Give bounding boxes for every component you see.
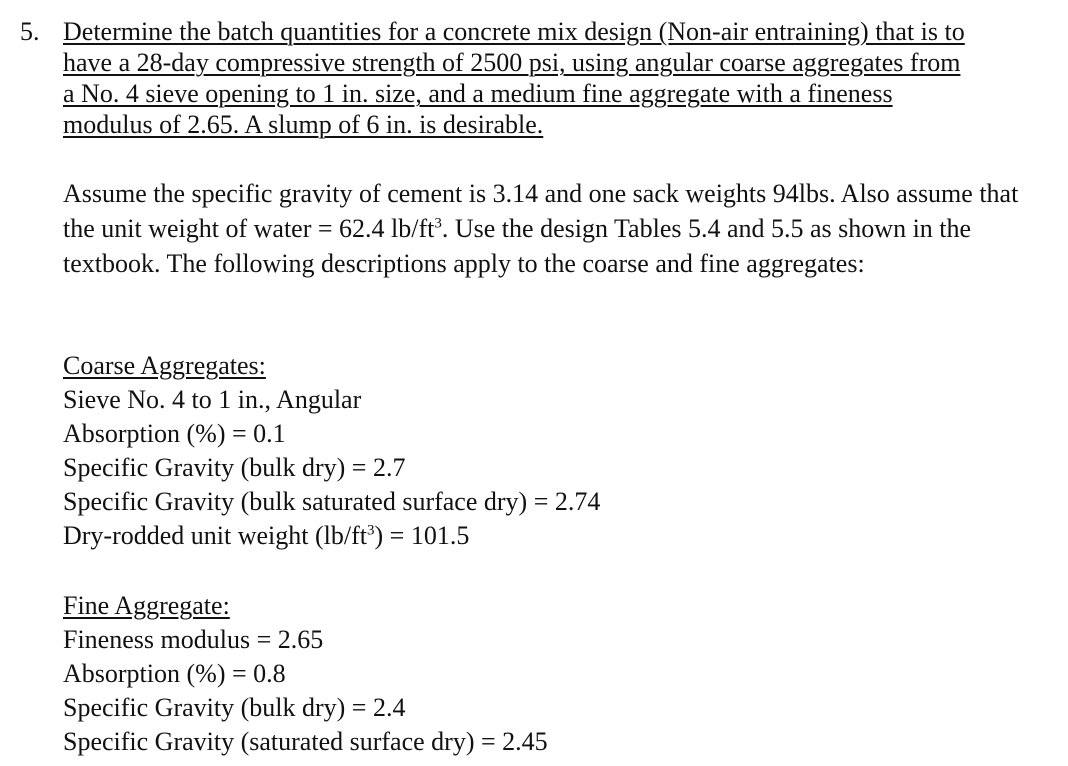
assumptions-text-1: Assume the specific gravity of cement is 3.14 and one sack weights 94lbs. Also assume that the unit weight of water = 62.4 lb/ft: [63, 179, 1019, 243]
coarse-aggregates-heading: Coarse Aggregates:: [63, 351, 266, 380]
coarse-sieve: Sieve No. 4 to 1 in., Angular: [63, 385, 362, 414]
assumptions-paragraph: [63, 176, 1023, 281]
problem-line: modulus of 2.65. A slump of 6 in. is desirable.: [63, 110, 544, 139]
problem-statement: [63, 16, 965, 140]
fine-absorption: Absorption (%) = 0.8: [63, 659, 286, 688]
fine-sg-bulk-dry: Specific Gravity (bulk dry) = 2.4: [63, 693, 406, 722]
coarse-sg-bulk-dry: Specific Gravity (bulk dry) = 2.7: [63, 453, 406, 482]
coarse-sg-bulk-ssd: Specific Gravity (bulk saturated surface dry) = 2.74: [63, 487, 601, 516]
coarse-absorption: Absorption (%) = 0.1: [63, 419, 286, 448]
problem-line: have a 28-day compressive strength of 2500 psi, using angular coarse aggregates from: [63, 48, 961, 77]
coarse-dry-rodded-unit-weight: Dry-rodded unit weight $(lb/ft^3) = 101.5$: [63, 521, 470, 550]
fine-aggregate-section: [63, 589, 548, 759]
coarse-aggregates-section: [63, 349, 600, 553]
fine-sg-ssd: Specific Gravity (saturated surface dry) = 2.45: [63, 727, 548, 756]
problem-line: a No. 4 sieve opening to 1 in. size, and a medium fine aggregate with a fineness: [63, 79, 893, 108]
fine-aggregate-heading: Fine Aggregate:: [63, 591, 230, 620]
fine-fineness-modulus: Fineness modulus = 2.65: [63, 625, 324, 654]
assumptions-text-2: . Use the design Tables 5.4 and 5.5 as shown in the textbook. The following descriptions apply to the coarse and fine aggregates:: [63, 214, 972, 278]
question-number: 5.: [20, 17, 40, 46]
problem-line: Determine the batch quantities for a concrete mix design (Non-air entraining) that is to: [63, 17, 965, 46]
superscript-3: 3: [434, 215, 442, 232]
